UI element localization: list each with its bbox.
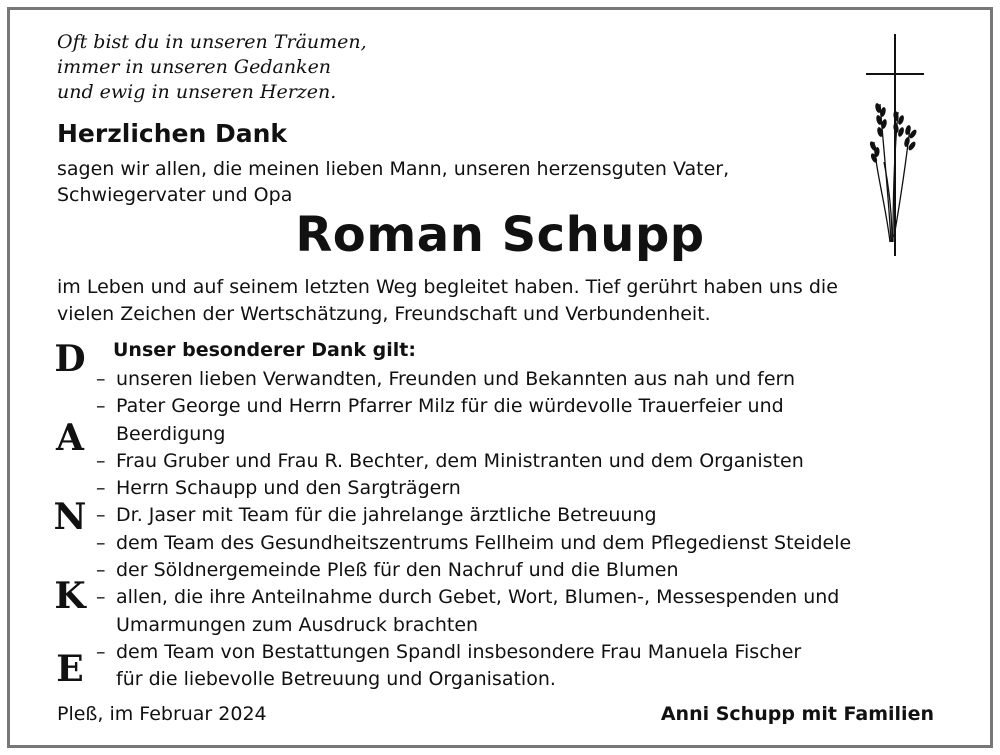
poem <box>57 30 367 105</box>
signature: Anni Schupp mit Familien <box>660 703 934 725</box>
danke-letter: N <box>53 496 87 538</box>
list-item-text: Dr. Jaser mit Team für die jahrelange ärztliche Betreuung <box>116 504 657 527</box>
dash: – <box>96 368 106 390</box>
list-item-text: Beerdigung <box>116 422 226 445</box>
list-item-continuation <box>96 666 851 693</box>
poem-line: immer in unseren Gedanken <box>57 56 332 78</box>
danke-letter: K <box>54 575 86 617</box>
danke-letter: A <box>56 417 84 459</box>
dash: – <box>96 531 106 554</box>
list-item-text: unseren lieben Verwandten, Freunden und Bekannten aus nah und fern <box>116 368 796 390</box>
thanks-list <box>96 366 851 694</box>
place-date: Pleß, im Februar 2024 <box>57 703 267 725</box>
list-item-text: Umarmungen zum Ausdruck brachten <box>116 613 479 636</box>
list-item-text: Pater George und Herrn Pfarrer Milz für die würdevolle Trauerfeier und <box>116 395 784 418</box>
list-item-text: Herrn Schaupp und den Sargträgern <box>116 477 461 500</box>
list-item-text: allen, die ihre Anteilnahme durch Gebet, Wort, Blumen-, Messespenden und <box>116 586 840 609</box>
intro-line: sagen wir allen, die meinen lieben Mann, unseren herzensguten Vater, <box>57 158 730 180</box>
list-item <box>96 366 851 393</box>
danke-letter: E <box>56 648 84 690</box>
body-line: im Leben und auf seinem letzten Weg begleitet haben. Tief gerührt haben uns die <box>57 276 838 298</box>
list-item-text: für die liebevolle Betreuung und Organisation. <box>116 668 556 691</box>
list-item <box>96 393 851 420</box>
list-item <box>96 584 851 611</box>
list-item-text: dem Team des Gesundheitszentrums Fellheim und dem Pflegedienst Steidele <box>116 531 852 554</box>
dash: – <box>96 640 106 663</box>
list-item-text: dem Team von Bestattungen Spandl insbesondere Frau Manuela Fischer <box>116 640 802 663</box>
list-item-text: der Söldnergemeinde Pleß für den Nachruf und die Blumen <box>116 559 679 582</box>
list-item <box>96 502 851 529</box>
dash: – <box>96 504 106 527</box>
list-item <box>96 639 851 666</box>
dash: – <box>96 449 106 472</box>
body-line: vielen Zeichen der Wertschätzung, Freundschaft und Verbundenheit. <box>57 303 711 325</box>
list-item-text: Frau Gruber und Frau R. Bechter, dem Ministranten und dem Organisten <box>116 449 804 472</box>
heading: Herzlichen Dank <box>57 119 288 148</box>
deceased-name: Roman Schupp <box>295 207 705 263</box>
list-item-continuation <box>96 421 851 448</box>
list-item <box>96 475 851 502</box>
list-item <box>96 557 851 584</box>
dash: – <box>96 586 106 609</box>
dash: – <box>96 477 106 500</box>
dash: – <box>96 559 106 582</box>
list-item <box>96 530 851 557</box>
danke-letter: D <box>54 338 86 380</box>
intro-line: Schwiegervater und Opa <box>57 184 293 206</box>
poem-line: und ewig in unseren Herzen. <box>57 81 337 103</box>
thanks-intro: Unser besonderer Dank gilt: <box>113 339 416 361</box>
list-item <box>96 448 851 475</box>
poem-line: Oft bist du in unseren Träumen, <box>57 31 367 53</box>
dash: – <box>96 395 106 418</box>
list-item-continuation <box>96 612 851 639</box>
